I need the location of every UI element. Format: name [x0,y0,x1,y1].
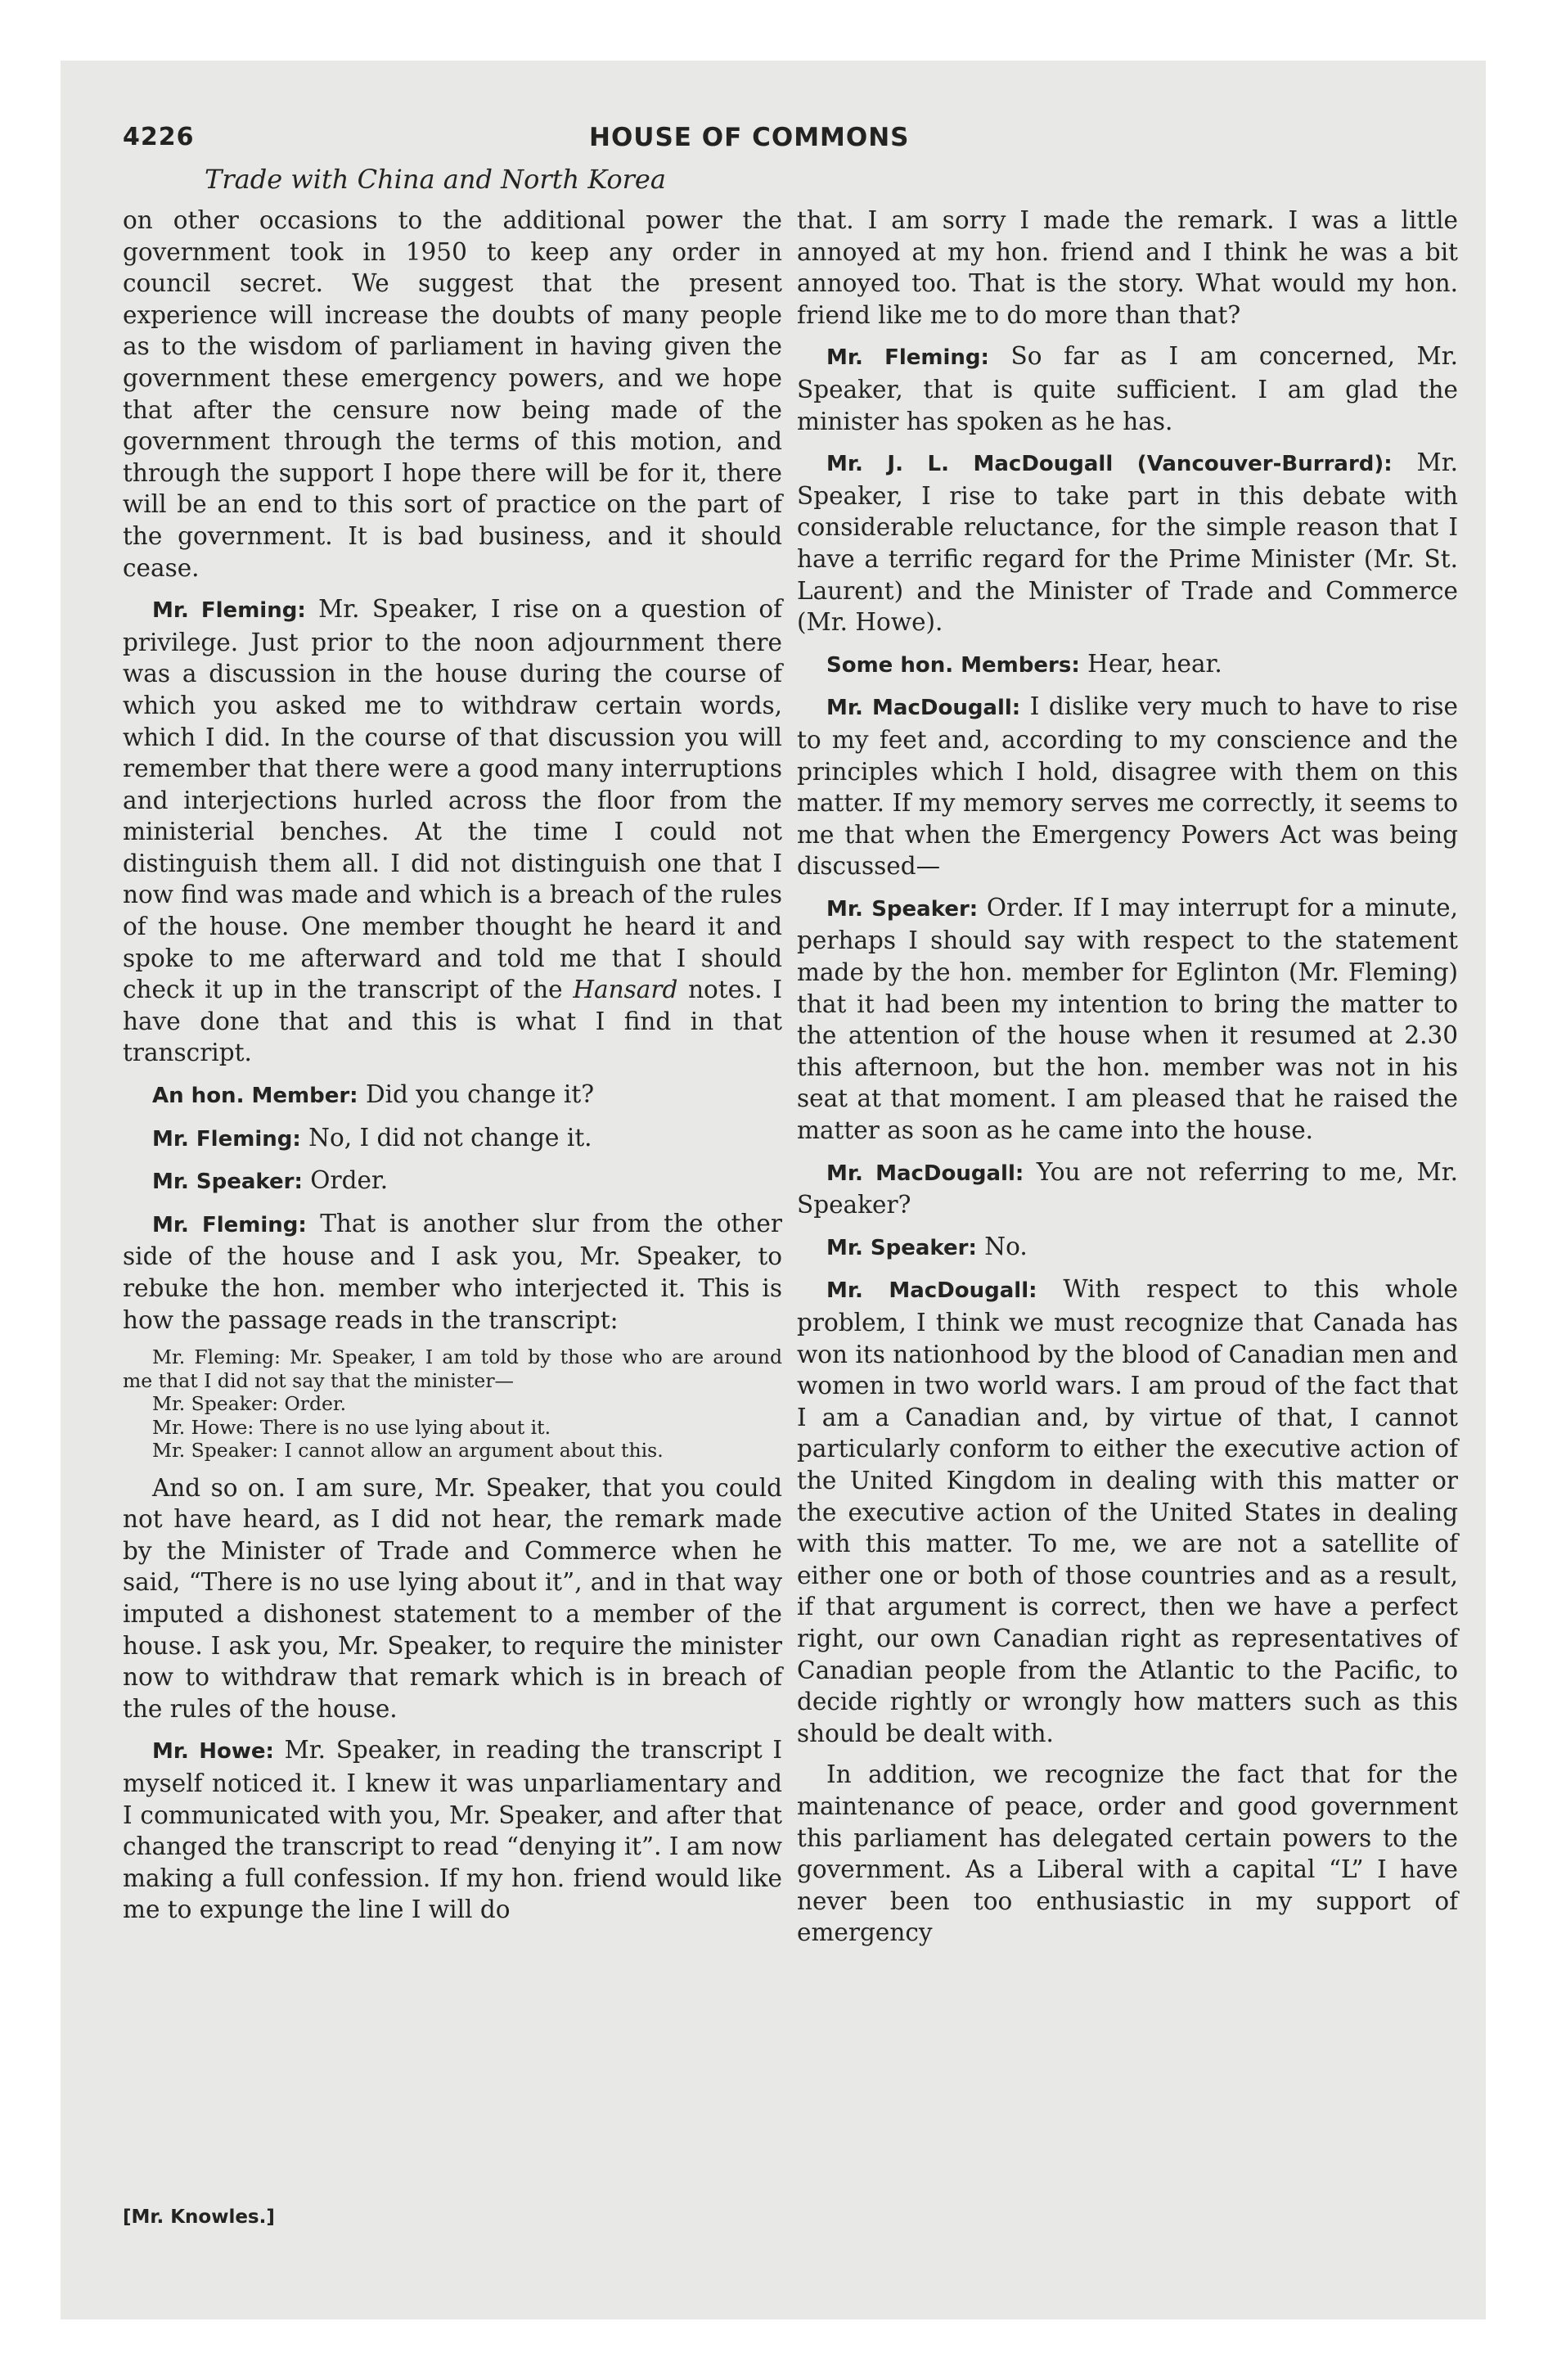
speech-text: No, I did not change it. [308,1123,592,1152]
paragraph: In addition, we recognize the fact that for the maintenance of peace, order and good government this parliament has delegated certain powers to the government. As a Liberal with a capital “L” I have never been too enthusiastic in my support of emergency [797,1760,1458,1947]
speech-text: That is another slur from the other side of the house and I ask you, Mr. Speaker, to rebuke the hon. member who interjected it. This is how the passage reads in the transcript: [123,1209,782,1334]
transcript-quote [123,1346,782,1463]
speaker-name: Mr. MacDougall: [826,696,1021,721]
paragraph: on other occasions to the additional power the government took in 1950 to keep any order in council secret. We suggest that the present experience will increase the doubts of many people as to the wisdom of parliament in having given the government these emergency powers, and we hope that after the censure now being made of the government through the terms of this motion, and through the support I hope there will be for it, there will be an end to this sort of practice on the part of the government. It is bad business, and it should cease. [123,206,782,582]
subject-heading: Trade with China and North Korea [205,164,666,195]
left-column [123,205,782,1936]
speech [797,1231,1458,1264]
speech [123,1122,782,1156]
speaker-name: Mr. Fleming: [152,598,306,624]
right-column [797,205,1458,1959]
quote-line: Mr. Speaker: Order. [152,1392,347,1416]
paragraph: that. I am sorry I made the remark. I was a little annoyed at my hon. friend and I think he was a bit annoyed too. That is the story. What would my hon. friend like me to do more than that? [797,206,1458,329]
page-number: 4226 [123,123,195,151]
speech-text: Mr. Speaker, in reading the transcript I myself noticed it. I knew it was unparliamentary and I communicated with you, Mr. Speaker, and after that changed the transcript to read “denying it”. I am now making a full confession. If my hon. friend would like me to expunge the line I will do [123,1736,782,1924]
speech [797,691,1458,882]
speaker-name: Mr. J. L. MacDougall (Vancouver-Burrard): [826,452,1393,477]
speaker-name: Mr. Speaker: [826,896,979,922]
paragraph: And so on. I am sure, Mr. Speaker, that you could not have heard, as I did not hear, the remark made by the Minister of Trade and Commerce when he said, “There is no use lying about it”, and in that way imputed a dishonest statement to a member of the house. I ask you, Mr. Speaker, to require the minister now to withdraw that remark which is in breach of the rules of the house. [123,1473,782,1723]
speech-text: Mr. Speaker, I rise to take part in this debate with considerable reluctance, for the simple reason that I have a terrific regard for the Prime Minister (Mr. St. Laurent) and the Minister of Trade and Commerce (Mr. Howe). [797,449,1458,637]
speech [123,593,782,1069]
speaker-name: An hon. Member: [152,1084,358,1109]
speech [123,1734,782,1926]
speech [797,447,1458,638]
speaker-name: Mr. Speaker: [826,1235,977,1260]
speech-text: Order. [310,1166,389,1195]
speech-text: You are not referring to me, Mr. Speaker? [797,1157,1458,1219]
speaker-name: Mr. Fleming: [826,345,989,371]
running-title: HOUSE OF COMMONS [589,123,910,152]
speech-text: No. [984,1232,1028,1260]
speech-text: I dislike very much to have to rise to my feet and, according to my conscience and the principles which I hold, disagree with them on this matter. If my memory serves me correctly, it seems to me that when the Emergency Powers Act was being discussed— [797,692,1458,881]
quote-line: Mr. Speaker: I cannot allow an argument about this. [152,1439,664,1463]
speech [123,1165,782,1198]
speech-text: With respect to this whole problem, I think we must recognize that Canada has won its nationhood by the blood of Canadian men and women in two world wars. I am proud of the fact that I am a Canadian and, by virtue of that, I cannot particularly conform to either the executive action of the United Kingdom in dealing with this matter or the executive action of the United States in dealing with this matter. To me, we are not a satellite of either one or both of those countries and as a result, if that argument is correct, then we have a perfect right, our own Canadian right as representatives of Canadian people from the Atlantic to the Pacific, to decide rightly or wrongly how matters such as this should be dealt with. [797,1275,1458,1747]
speech [123,1079,782,1112]
speech [797,892,1458,1147]
speech-text: Hear, hear. [1087,649,1222,678]
speaker-name: Mr. MacDougall: [826,1161,1024,1186]
speech-text: So far as I am concerned, Mr. Speaker, that is quite sufficient. I am glad the minister has spoken as he has. [797,342,1458,435]
speaker-name: Mr. Speaker: [152,1170,303,1195]
speech [797,1156,1458,1221]
speaker-name: Some hon. Members: [826,652,1080,678]
speaker-name: Mr. Howe: [152,1739,274,1765]
footer-speaker-note: [Mr. Knowles.] [123,2206,275,2228]
speaker-name: Mr. Fleming: [152,1212,307,1237]
speech [123,1208,782,1336]
speech-text: Mr. Speaker, I rise on a question of privilege. Just prior to the noon adjournment there was a discussion in the house during the course of which you asked me to withdraw certain words, which I did. In the course of that discussion you will remember that there were a good many interruptions and interjections hurled across the floor from the ministerial benches. At the time I could not distinguish them all. I did not distinguish one that I now find was made and which is a breach of the rules of the house. One member thought he heard it and spoke to me afterward and told me that I should check it up in the transcript of the [123,595,782,1004]
quote-line: Mr. Fleming: Mr. Speaker, I am told by those who are around me that I did not say that the minister— [123,1346,782,1392]
speech [797,648,1458,682]
speech-text: notes. I have done that and this is what I find in that transcript. [123,976,782,1067]
quote-line: Mr. Howe: There is no use lying about it. [152,1415,551,1439]
speaker-name: Mr. MacDougall: [826,1278,1037,1304]
italic-term: Hansard [573,976,678,1004]
speech-text: Order. If I may interrupt for a minute, perhaps I should say with respect to the statement made by the hon. member for Eglinton (Mr. Fleming) that it had been my intention to bring the matter to the attention of the house when it resumed at 2.30 this afternoon, but the hon. member was not in his seat at that moment. I am pleased that he raised the matter as soon as he came into the house. [797,893,1458,1145]
speech-text: Did you change it? [365,1080,595,1109]
speaker-name: Mr. Fleming: [152,1126,301,1152]
speech [797,1273,1458,1749]
speech [797,340,1458,437]
